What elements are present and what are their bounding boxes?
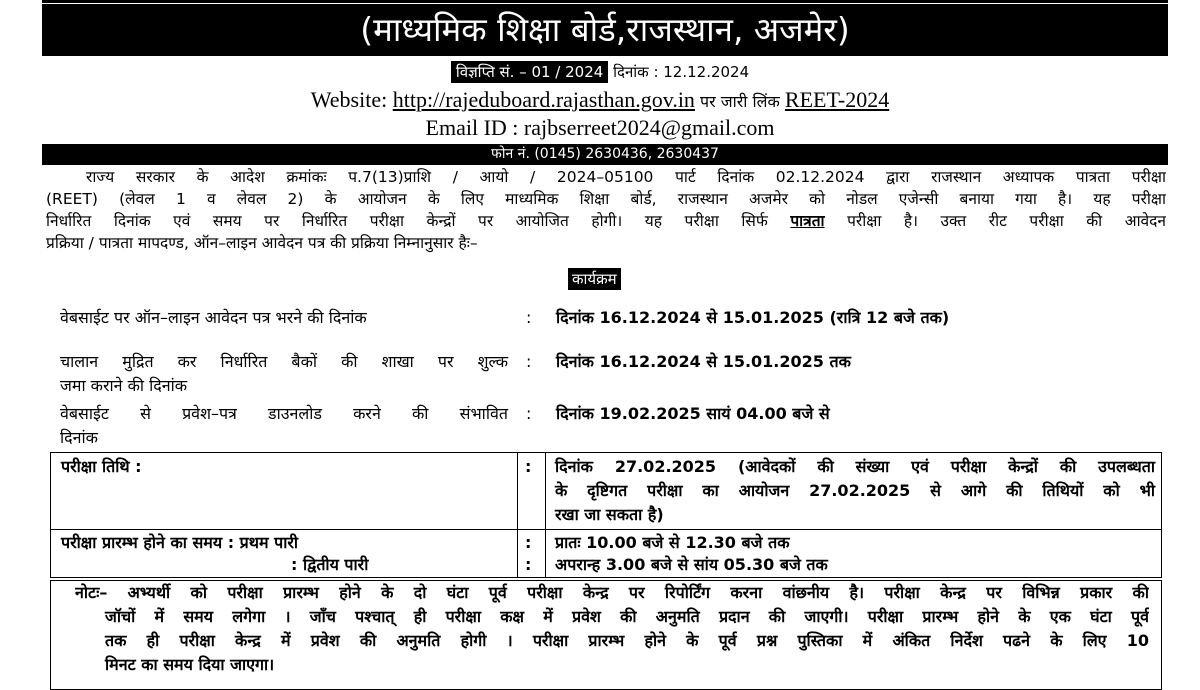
exam-date-line: दिनांक 27.02.2025 (आवेदकों की संख्या एवं परीक्षा केन्द्रों की उपलब्धता (555, 457, 1155, 476)
email-line: Email ID : rajbserreet2024@gmail.com (425, 115, 775, 140)
table-colon: : (525, 533, 532, 552)
exam-table (50, 452, 1162, 578)
exam-time-label-2: : द्वितीय पारी (291, 555, 369, 574)
note-line: तक ही परीक्षा केन्द्र में प्रवेश की अनुमति होगी । परीक्षा प्रारम्भ होने के पूर्व प्रश्न पुस्तिका में अंकित निर्देश पढने के लिए 10 (105, 631, 1149, 650)
intro-text: निर्धारित दिनांक एवं समय पर निर्धारित परीक्षा केन्द्रों पर आयोजित होगी। यह परीक्षा सिर्फ (46, 212, 791, 230)
table-divider (517, 453, 518, 577)
website-label: Website: (310, 87, 393, 112)
intro-text: परीक्षा है। उक्त रीट परीक्षा की आवेदन (824, 212, 1166, 230)
note-line: नोटः– अभ्यर्थी को परीक्षा प्रारम्भ होने के दो घंटा पूर्व परीक्षा केन्द्र पर रिपोर्टिंग करना वांछनीय है। परीक्षा केन्द्र पर विभिन्न प्रकार की (75, 583, 1149, 602)
schedule-colon: : (526, 404, 532, 423)
schedule-heading: कार्यक्रम (568, 268, 621, 290)
schedule-label-line: जमा कराने की दिनांक (60, 376, 188, 395)
schedule-value: दिनांक 19.02.2025 सायं 04.00 बजे से (556, 404, 830, 423)
website-line (0, 86, 1200, 114)
shift-1-time: प्रातः 10.00 बजे से 12.30 बजे तक (555, 533, 790, 552)
note-line: मिनट का समय दिया जाएगा। (105, 655, 275, 674)
note-line: जॉचों में समय लगेगा । जॉंच पश्चात् ही परीक्षा कक्ष में प्रवेश की अनुमति प्रदान की जाएगी। परीक्षा प्रारम्भ होने के एक घंटा पूर्व (105, 607, 1149, 626)
notice-number: विज्ञप्ति सं. – 01 / 2024 (451, 61, 608, 83)
schedule-value: दिनांक 16.12.2024 से 15.01.2025 (रात्रि 12 बजे तक) (556, 308, 950, 327)
website-suffix: पर जारी लिंक (694, 92, 785, 111)
schedule-label (60, 402, 508, 450)
schedule-label: वेबसाईट पर ऑन–लाइन आवेदन पत्र भरने की दिनांक (60, 308, 367, 327)
schedule-colon: : (526, 352, 532, 371)
exam-date-line: रखा जा सकता है) (555, 505, 664, 524)
intro-paragraph (46, 166, 1166, 254)
notice-date: दिनांक : 12.12.2024 (613, 63, 750, 81)
reet-link[interactable]: REET-2024 (784, 87, 890, 112)
schedule-value: दिनांक 16.12.2024 से 15.01.2025 तक (556, 352, 851, 371)
intro-line (46, 210, 1166, 232)
schedule-label-line: वेबसाईट से प्रवेश–पत्र डाउनलोड करने की संभावित (60, 404, 508, 423)
intro-line: राज्य सरकार के आदेश क्रमांकः प.7(13)प्राशि / आयो / 2024–05100 पार्ट दिनांक 02.12.2024 द्वारा राजस्थान अध्यापक पात्रता परीक्षा (86, 168, 1166, 186)
schedule-label (60, 350, 508, 398)
top-border (42, 0, 1168, 3)
exam-time-label: परीक्षा प्रारम्भ होने का समय : प्रथम पारी (61, 533, 299, 552)
intro-line: प्रक्रिया / पात्रता मापदण्ड, ऑन–लाइन आवेदन पत्र की प्रक्रिया निम्नानुसार हैः– (46, 234, 478, 252)
notice-number-line (0, 60, 1200, 84)
exam-date-line: के दृष्टिगत परीक्षा का आयोजन 27.02.2025 से आगे की तिथियों को भी (555, 481, 1155, 500)
website-link[interactable]: http://rajeduboard.rajasthan.gov.in (392, 87, 695, 112)
schedule-label-line: चालान मुद्रित कर निर्धारित बैकों की शाखा पर शुल्क (60, 352, 508, 371)
exam-date-value (555, 455, 1155, 527)
table-divider (51, 529, 1161, 530)
note-box (50, 580, 1162, 690)
schedule-label-line: दिनांक (60, 428, 98, 447)
intro-line: (REET) (लेवल 1 व लेवल 2) के आयोजन के लिए माध्यमिक शिक्षा बोर्ड, राजस्थान अजमेर को नोडल एजेन्सी बनाया गया है। यह परीक्षा (46, 190, 1166, 208)
eligibility-emphasis: पात्रता (790, 212, 825, 230)
phone-bar: फोन नं. (0145) 2630436, 2630437 (42, 144, 1168, 165)
schedule-colon: : (526, 308, 532, 327)
board-title: (माध्यमिक शिक्षा बोर्ड,राजस्थान, अजमेर) (42, 4, 1168, 56)
table-colon: : (525, 457, 532, 476)
table-divider (545, 453, 546, 577)
shift-2-time: अपरान्ह 3.00 बजे से सांय 05.30 बजे तक (555, 555, 828, 574)
table-colon: : (525, 555, 532, 574)
exam-date-label: परीक्षा तिथि : (61, 457, 142, 476)
